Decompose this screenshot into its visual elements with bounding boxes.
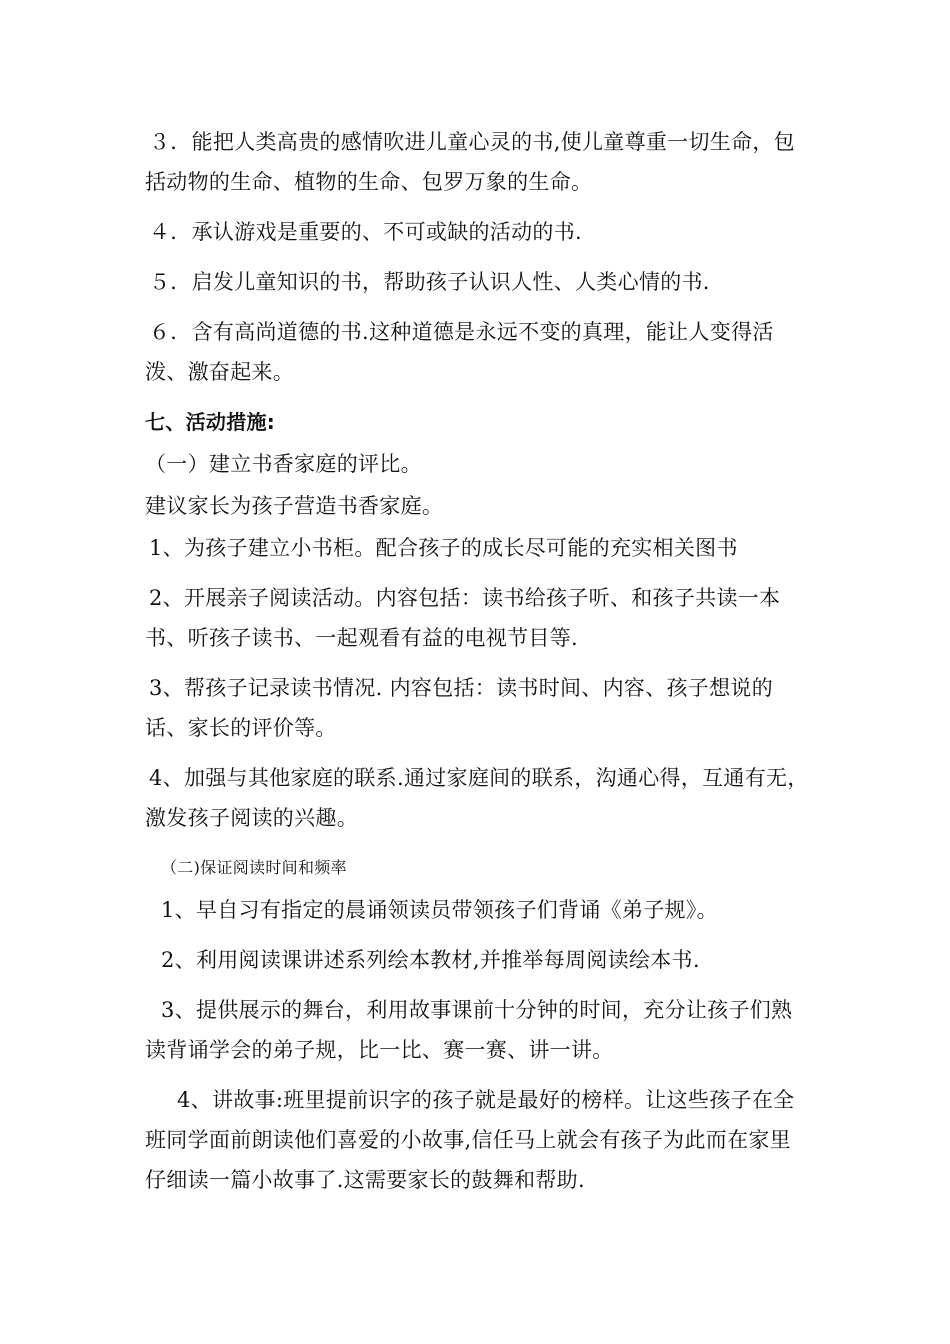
- paragraph-item-4: ４．承认游戏是重要的、不可或缺的活动的书.: [149, 220, 582, 244]
- list-item-1: 1、为孩子建立小书柜。配合孩子的成长尽可能的充实相关图书: [149, 536, 738, 560]
- list-item-2: 2、开展亲子阅读活动。内容包括：读书给孩子听、和孩子共读一本书、听孩子读书、一起观看有益的电视节目等.: [145, 586, 781, 650]
- list-item-3: 3、帮孩子记录读书情况. 内容包括：读书时间、内容、孩子想说的话、家长的评价等。: [145, 676, 774, 740]
- paragraph-item-3: ３．能把人类高贵的感情吹进儿童心灵的书,使儿童尊重一切生命，包括动物的生命、植物的生命、包罗万象的生命。: [145, 130, 795, 194]
- reading-item-3: 3、提供展示的舞台，利用故事课前十分钟的时间，充分让孩子们熟读背诵学会的弟子规，比一比、赛一赛、讲一讲。: [145, 998, 793, 1062]
- reading-item-1: 1、早自习有指定的晨诵领读员带领孩子们背诵《弟子规》。: [161, 898, 718, 922]
- paragraph-item-5: ５．启发儿童知识的书，帮助孩子认识人性、人类心情的书.: [149, 270, 710, 294]
- subsection-heading-2: （二)保证阅读时间和频率: [161, 858, 347, 877]
- section-heading: 七、活动措施:: [145, 410, 276, 434]
- document-page: [145, 122, 810, 1200]
- reading-item-4: 4、讲故事:班里提前识字的孩子就是最好的榜样。让这些孩子在全班同学面前朗读他们喜爱的小故事,信任马上就会有孩子为此而在家里仔细读一篇小故事了.这需要家长的鼓舞和帮助.: [145, 1088, 795, 1192]
- reading-item-2: 2、利用阅读课讲述系列绘本教材,并推举每周阅读绘本书.: [161, 948, 700, 972]
- list-item-4: 4、加强与其他家庭的联系.通过家庭间的联系，沟通心得，互通有无，激发孩子阅读的兴趣。: [145, 766, 809, 830]
- paragraph-item-6: ６．含有高尚道德的书.这种道德是永远不变的真理，能让人变得活泼、激奋起来。: [145, 320, 774, 384]
- subsection-heading-1: （一）建立书香家庭的评比。: [145, 452, 422, 476]
- paragraph-suggestion: 建议家长为孩子营造书香家庭。: [145, 494, 444, 518]
